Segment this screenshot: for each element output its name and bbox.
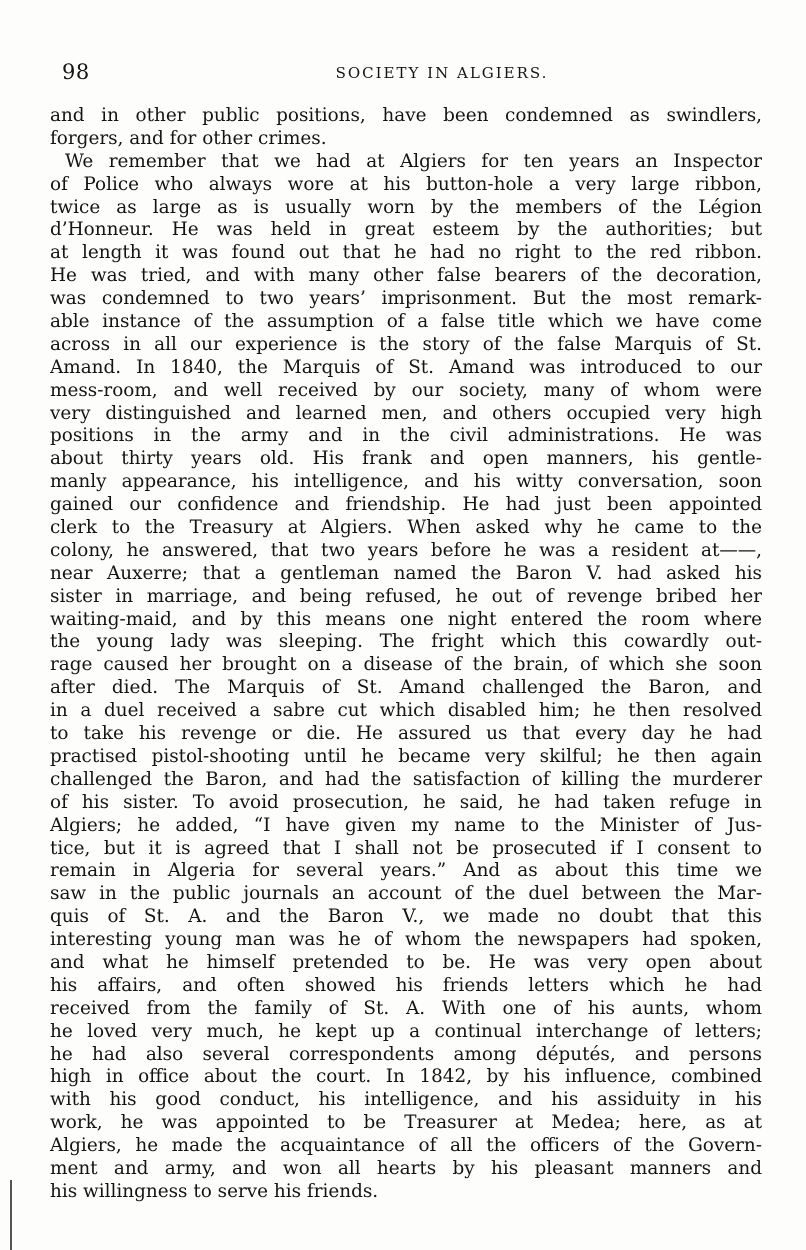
text-line: mess-room, and well received by our society, many of whom were: [50, 379, 762, 401]
text-line: of his sister. To avoid prosecution, he said, he had taken refuge in: [50, 791, 762, 813]
text-line: able instance of the assumption of a false title which we have come: [50, 311, 762, 333]
text-line: waiting-maid, and by this means one night entered the room where: [50, 608, 762, 630]
text-line: d’Honneur. He was held in great esteem by the authorities; but: [50, 219, 762, 241]
text-line: Algiers; he added, “I have given my name to the Minister of Jus-: [50, 814, 762, 836]
text-line: tice, but it is agreed that I shall not be prosecuted if I consent to: [50, 837, 762, 859]
text-line: We remember that we had at Algiers for ten years an Inspector: [65, 150, 762, 172]
text-line: his affairs, and often showed his friends letters which he had: [50, 974, 762, 996]
text-line: colony, he answered, that two years before he was a resident at——,: [50, 539, 762, 561]
body-text: [50, 105, 762, 1204]
text-line: ment and army, and won all hearts by his pleasant manners and: [50, 1157, 762, 1179]
text-line: quis of St. A. and the Baron V., we made no doubt that this: [50, 906, 762, 928]
text-line: rage caused her brought on a disease of the brain, of which she soon: [50, 654, 762, 676]
text-line: saw in the public journals an account of the duel between the Mar-: [50, 883, 762, 905]
text-line: received from the family of St. A. With one of his aunts, whom: [50, 997, 762, 1019]
text-line: positions in the army and in the civil administrations. He was: [50, 425, 762, 447]
text-line: in a duel received a sabre cut which disabled him; he then resolved: [50, 700, 762, 722]
text-line: manly appearance, his intelligence, and his witty conversation, soon: [50, 471, 762, 493]
text-line: clerk to the Treasury at Algiers. When asked why he came to the: [50, 517, 762, 539]
text-line: at length it was found out that he had no right to the red ribbon.: [50, 242, 762, 264]
text-line: to take his revenge or die. He assured us that every day he had: [50, 723, 762, 745]
running-head: SOCIETY IN ALGIERS.: [335, 64, 549, 82]
text-line: of Police who always wore at his button-hole a very large ribbon,: [50, 173, 762, 195]
text-line: sister in marriage, and being refused, he out of revenge bribed her: [50, 585, 762, 607]
text-line: high in office about the court. In 1842, by his influence, combined: [50, 1066, 762, 1088]
margin-rule: [10, 1180, 12, 1250]
text-line: challenged the Baron, and had the satisfaction of killing the murderer: [50, 768, 762, 790]
text-line: and what he himself pretended to be. He was very open about: [50, 951, 762, 973]
text-line: twice as large as is usually worn by the members of the Légion: [50, 196, 762, 218]
text-line: very distinguished and learned men, and others occupied very high: [50, 402, 762, 424]
text-line: practised pistol-shooting until he became very skilful; he then again: [50, 745, 762, 767]
text-line: he had also several correspondents among députés, and persons: [50, 1043, 762, 1065]
text-line: gained our confidence and friendship. He had just been appointed: [50, 494, 762, 516]
text-line: the young lady was sleeping. The fright which this cowardly out-: [50, 631, 762, 653]
text-line: work, he was appointed to be Treasurer at Medea; here, as at: [50, 1112, 762, 1134]
text-line: his willingness to serve his friends.: [50, 1180, 379, 1202]
text-line: Amand. In 1840, the Marquis of St. Amand was introduced to our: [50, 356, 762, 378]
text-line: forgers, and for other crimes.: [50, 127, 327, 149]
text-line: about thirty years old. His frank and open manners, his gentle-: [50, 448, 762, 470]
text-line: and in other public positions, have been condemned as swindlers,: [50, 105, 762, 126]
text-line: interesting young man was he of whom the newspapers had spoken,: [50, 929, 762, 951]
text-line: with his good conduct, his intelligence, and his assiduity in his: [50, 1089, 762, 1111]
page-number: 98: [62, 60, 90, 84]
text-line: after died. The Marquis of St. Amand challenged the Baron, and: [50, 677, 762, 699]
page-header: [62, 60, 782, 90]
text-line: near Auxerre; that a gentleman named the Baron V. had asked his: [50, 562, 762, 584]
text-line: remain in Algeria for several years.” And as about this time we: [50, 860, 762, 882]
text-line: Algiers, he made the acquaintance of all the officers of the Govern-: [50, 1135, 762, 1157]
text-line: He was tried, and with many other false bearers of the decoration,: [50, 265, 762, 287]
text-line: across in all our experience is the story of the false Marquis of St.: [50, 333, 762, 355]
text-line: he loved very much, he kept up a continual interchange of letters;: [50, 1020, 762, 1042]
text-line: was condemned to two years’ imprisonment. But the most remark-: [50, 288, 762, 310]
